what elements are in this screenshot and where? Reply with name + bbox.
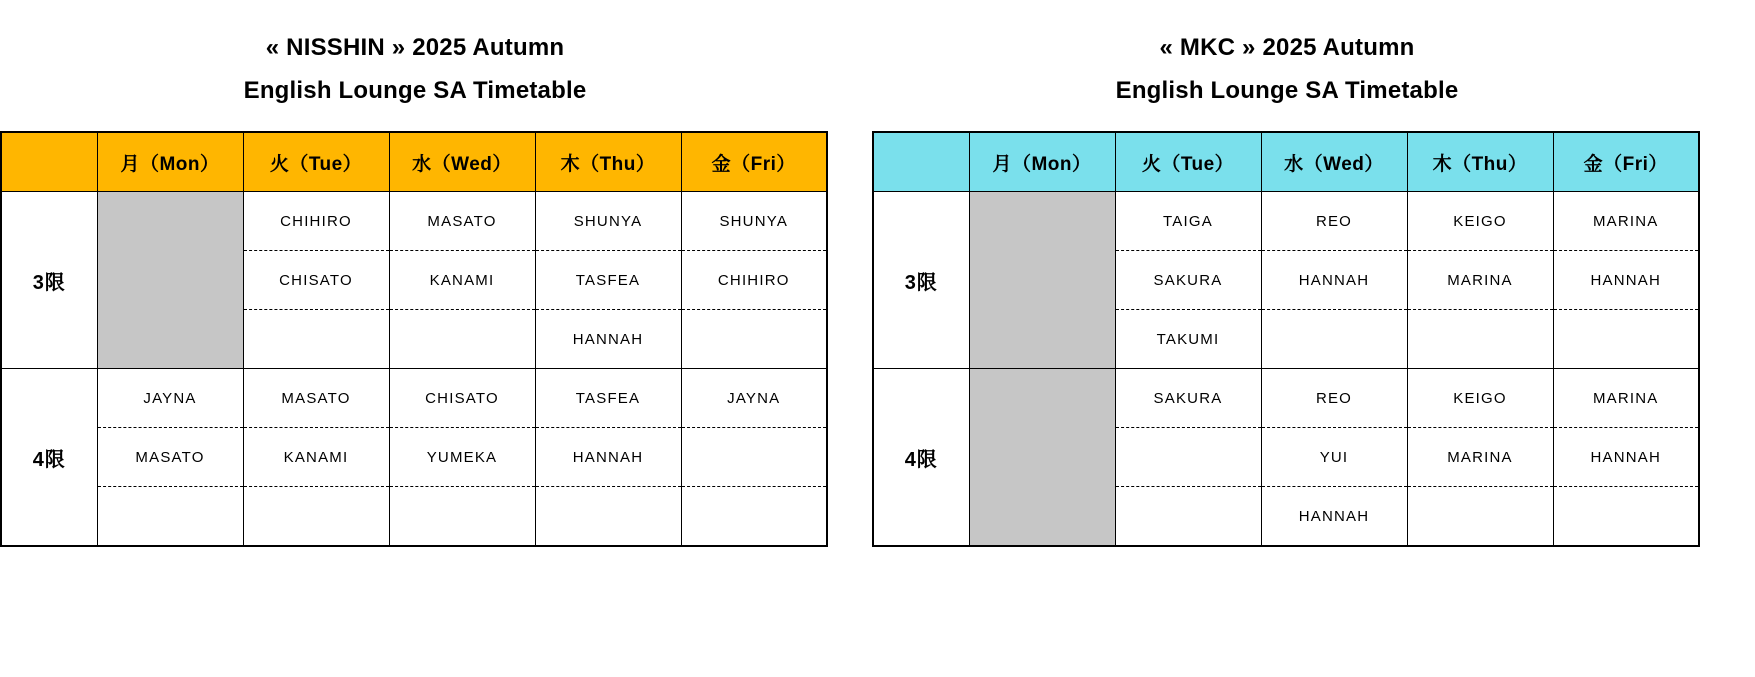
cell-thu-4 bbox=[535, 369, 681, 547]
cell-fri-3 bbox=[681, 192, 827, 369]
slot-name: TAIGA bbox=[1163, 212, 1213, 230]
slot-name: TAKUMI bbox=[1116, 309, 1261, 368]
slot-name: HANNAH bbox=[536, 427, 681, 486]
slot-name: HANNAH bbox=[1262, 486, 1407, 545]
slot-name bbox=[1116, 486, 1261, 545]
slot-name: TASFEA bbox=[536, 250, 681, 309]
cell-fri-4 bbox=[681, 369, 827, 547]
header-cell-fri: 金（Fri） bbox=[1553, 132, 1699, 192]
cell-wed-4 bbox=[389, 369, 535, 547]
slot-name: JAYNA bbox=[727, 389, 781, 407]
header-cell-mon: 月（Mon） bbox=[969, 132, 1115, 192]
header-cell-mon: 月（Mon） bbox=[97, 132, 243, 192]
cell-mon-3 bbox=[97, 192, 243, 369]
slot-name: CHIHIRO bbox=[682, 250, 827, 309]
slot-name: JAYNA bbox=[143, 389, 197, 407]
table-row bbox=[1, 369, 827, 547]
header-cell-wed: 水（Wed） bbox=[389, 132, 535, 192]
slot-name bbox=[682, 309, 827, 368]
slot-name: CHISATO bbox=[425, 389, 499, 407]
slot-name bbox=[98, 486, 243, 545]
cell-fri-4 bbox=[1553, 369, 1699, 547]
header-cell-thu: 木（Thu） bbox=[535, 132, 681, 192]
table-row bbox=[1, 192, 827, 369]
slot-name bbox=[1408, 309, 1553, 368]
cell-wed-3 bbox=[1261, 192, 1407, 369]
slot-name: HANNAH bbox=[1554, 427, 1699, 486]
header-cell-corner bbox=[873, 132, 969, 192]
slot-name bbox=[1262, 309, 1407, 368]
header-cell-tue: 火（Tue） bbox=[243, 132, 389, 192]
slot-name: KEIGO bbox=[1453, 389, 1507, 407]
slot-name: MARINA bbox=[1408, 250, 1553, 309]
panel-mkc-title-line1: « MKC » 2025 Autumn bbox=[1159, 34, 1415, 61]
slot-name bbox=[244, 309, 389, 368]
period-label-4: 4限 bbox=[1, 369, 97, 547]
period-label-3: 3限 bbox=[1, 192, 97, 369]
slot-name: MARINA bbox=[1592, 212, 1659, 230]
table-header-row bbox=[873, 132, 1699, 192]
header-cell-fri: 金（Fri） bbox=[681, 132, 827, 192]
slot-name: SHUNYA bbox=[719, 212, 789, 230]
slot-name bbox=[1116, 427, 1261, 486]
cell-tue-4 bbox=[1115, 369, 1261, 547]
slot-name: KANAMI bbox=[390, 250, 535, 309]
panel-mkc-title-line2: English Lounge SA Timetable bbox=[1115, 77, 1459, 104]
header-cell-tue: 火（Tue） bbox=[1115, 132, 1261, 192]
slot-name: SHUNYA bbox=[573, 212, 643, 230]
table-header-row bbox=[1, 132, 827, 192]
cell-fri-3 bbox=[1553, 192, 1699, 369]
timetable-mkc bbox=[872, 131, 1700, 547]
slot-name bbox=[1408, 486, 1553, 545]
cell-tue-3 bbox=[243, 192, 389, 369]
slot-name: KANAMI bbox=[244, 427, 389, 486]
slot-name: MARINA bbox=[1408, 427, 1553, 486]
slot-name bbox=[682, 486, 827, 545]
cell-thu-3 bbox=[535, 192, 681, 369]
cell-tue-3 bbox=[1115, 192, 1261, 369]
cell-thu-3 bbox=[1407, 192, 1553, 369]
slot-name: MARINA bbox=[1592, 389, 1659, 407]
panel-nisshin-title-line2: English Lounge SA Timetable bbox=[243, 77, 587, 104]
slot-name: YUI bbox=[1262, 427, 1407, 486]
slot-name: TASFEA bbox=[575, 389, 641, 407]
panel-nisshin-title-line1: « NISSHIN » 2025 Autumn bbox=[265, 34, 565, 61]
slot-name: YUMEKA bbox=[390, 427, 535, 486]
slot-name: REO bbox=[1315, 389, 1353, 407]
panel-mkc bbox=[872, 0, 1702, 547]
slot-name bbox=[1554, 309, 1699, 368]
slot-name bbox=[390, 309, 535, 368]
table-row bbox=[873, 192, 1699, 369]
slot-name bbox=[244, 486, 389, 545]
period-label-4: 4限 bbox=[873, 369, 969, 547]
slot-name: SAKURA bbox=[1153, 389, 1223, 407]
cell-mon-4 bbox=[97, 369, 243, 547]
panel-mkc-titles bbox=[872, 0, 1702, 112]
slot-name: CHISATO bbox=[244, 250, 389, 309]
slot-name: MASATO bbox=[427, 212, 497, 230]
timetable-nisshin bbox=[0, 131, 828, 547]
slot-name: MASATO bbox=[281, 389, 351, 407]
timetable-nisshin-header bbox=[1, 132, 827, 192]
cell-mon-4 bbox=[969, 369, 1115, 547]
header-cell-corner bbox=[1, 132, 97, 192]
slot-name: REO bbox=[1315, 212, 1353, 230]
slot-name: HANNAH bbox=[1262, 250, 1407, 309]
slot-name bbox=[682, 427, 827, 486]
cell-wed-4 bbox=[1261, 369, 1407, 547]
panel-nisshin-titles bbox=[0, 0, 830, 112]
cell-tue-4 bbox=[243, 369, 389, 547]
cell-wed-3 bbox=[389, 192, 535, 369]
header-cell-thu: 木（Thu） bbox=[1407, 132, 1553, 192]
slot-name: HANNAH bbox=[536, 309, 681, 368]
panel-nisshin bbox=[0, 0, 830, 547]
period-label-3: 3限 bbox=[873, 192, 969, 369]
slot-name bbox=[1554, 486, 1699, 545]
slot-name: CHIHIRO bbox=[280, 212, 352, 230]
cell-mon-3 bbox=[969, 192, 1115, 369]
header-cell-wed: 水（Wed） bbox=[1261, 132, 1407, 192]
slot-name: SAKURA bbox=[1116, 250, 1261, 309]
timetable-mkc-header bbox=[873, 132, 1699, 192]
cell-thu-4 bbox=[1407, 369, 1553, 547]
slot-name: KEIGO bbox=[1453, 212, 1507, 230]
slot-name: HANNAH bbox=[1554, 250, 1699, 309]
slot-name bbox=[390, 486, 535, 545]
table-row bbox=[873, 369, 1699, 547]
slot-name bbox=[536, 486, 681, 545]
slot-name: MASATO bbox=[98, 427, 243, 486]
